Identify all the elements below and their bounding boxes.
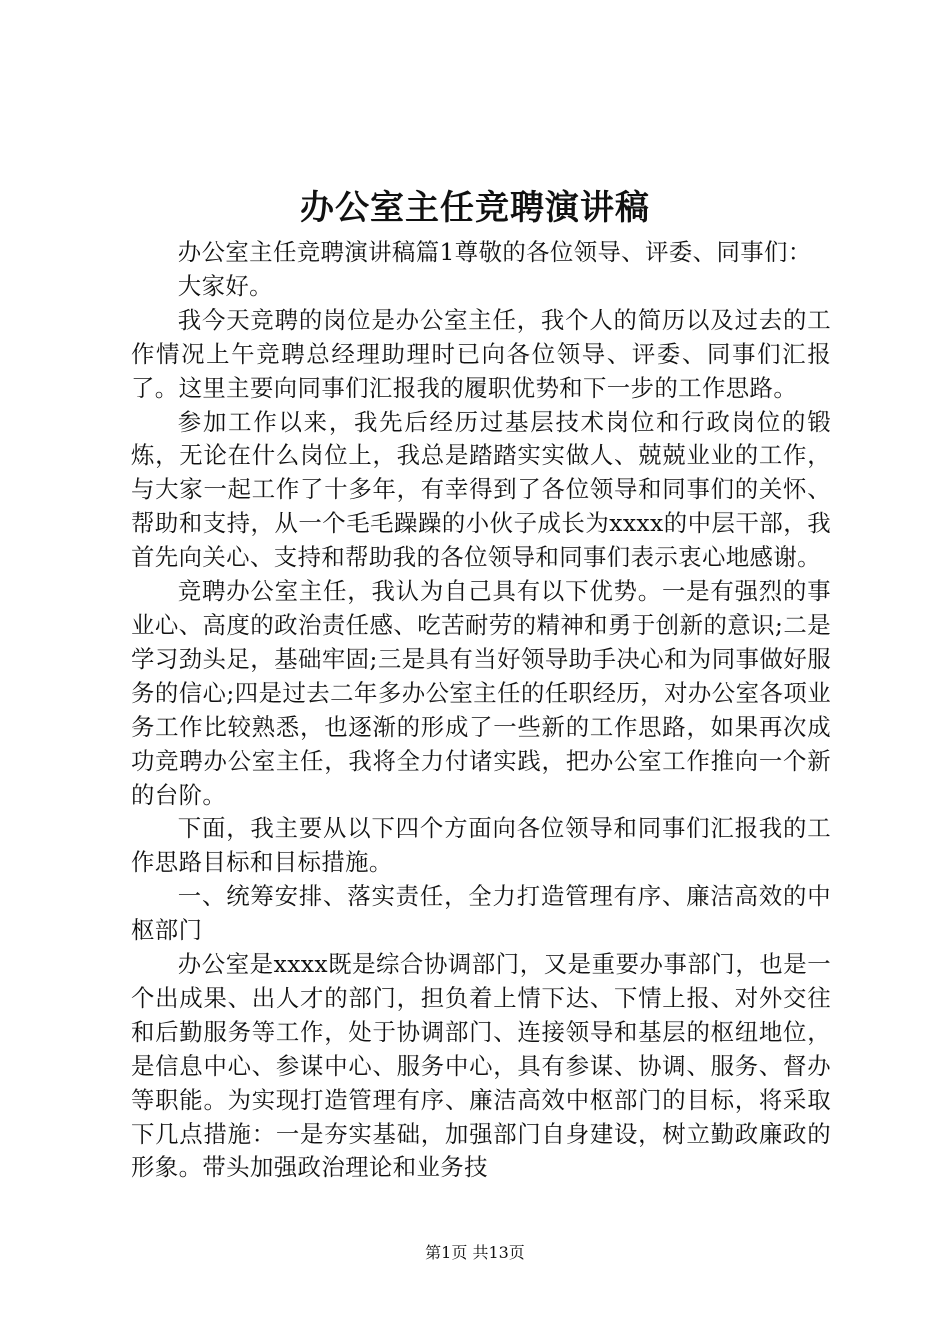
paragraph: 参加工作以来，我先后经历过基层技术岗位和行政岗位的锻炼，无论在什么岗位上，我总是踏踏实实做人、兢兢业业的工作，与大家一起工作了十多年，有幸得到了各位领导和同事们的关怀、帮助和支持，从一个毛毛躁躁的小伙子成长为xxxx的中层干部，我首先向关心、支持和帮助我的各位领导和同事们表示衷心地感谢。 [131, 407, 831, 572]
paragraph: 办公室主任竞聘演讲稿篇1尊敬的各位领导、评委、同事们： [177, 238, 812, 266]
section-heading: 一、统筹安排、落实责任，全力打造管理有序、廉洁高效的中枢部门 [131, 882, 831, 945]
paragraph: 下面，我主要从以下四个方面向各位领导和同事们汇报我的工作思路目标和目标措施。 [131, 814, 831, 877]
paragraph: 大家好。 [177, 271, 273, 300]
paragraph: 我今天竞聘的岗位是办公室主任，我个人的简历以及过去的工作情况上午竞聘总经理助理时已向各位领导、评委、同事们汇报了。这里主要向同事们汇报我的履职优势和下一步的工作思路。 [131, 305, 831, 402]
paragraph: 办公室是xxxx既是综合协调部门，又是重要办事部门，也是一个出成果、出人才的部门，担负着上情下达、下情上报、对外交往和后勤服务等工作，处于协调部门、连接领导和基层的枢纽地位，是信息中心、参谋中心、服务中心，具有参谋、协调、服务、督办等职能。为实现打造管理有序、廉洁高效中枢部门的目标，将采取下几点措施：一是夯实基础，加强部门自身建设，树立勤政廉政的形象。带头加强政治理论和业务技 [131, 950, 831, 1182]
page-footer: 第1页 共13页 [425, 1243, 525, 1262]
page-title: 办公室主任竞聘演讲稿 [300, 188, 650, 228]
paragraph: 竞聘办公室主任，我认为自己具有以下优势。一是有强烈的事业心、高度的政治责任感、吃苦耐劳的精神和勇于创新的意识;二是学习劲头足，基础牢固;三是具有当好领导助手决心和为同事做好服务的信心;四是过去二年多办公室主任的任职经历，对办公室各项业务工作比较熟悉，也逐渐的形成了一些新的工作思路，如果再次成功竞聘办公室主任，我将全力付诸实践，把办公室工作推向一个新的台阶。 [131, 577, 831, 809]
document-body [131, 236, 831, 1185]
